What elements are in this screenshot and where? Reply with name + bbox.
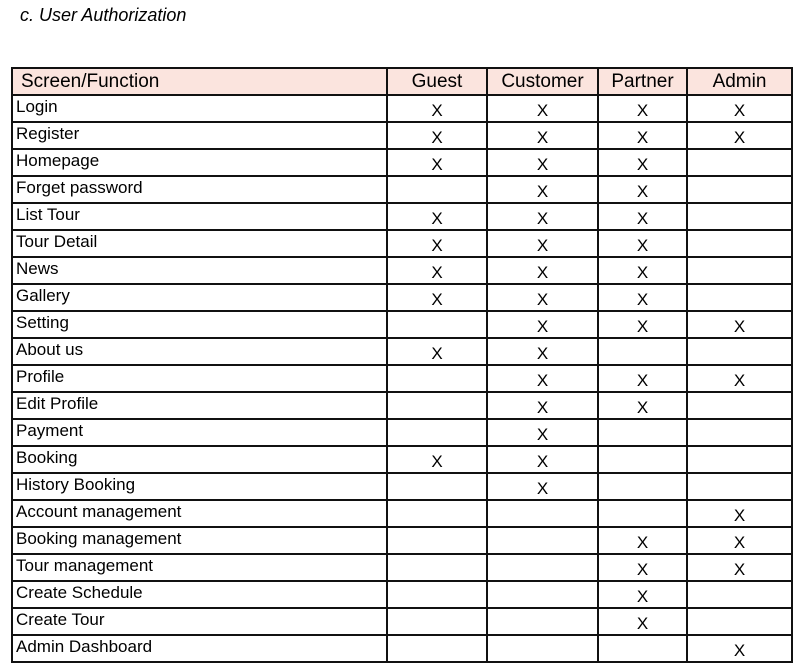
table-row (12, 338, 792, 365)
customer-permission-cell (487, 554, 598, 581)
guest-permission-cell: X (387, 230, 487, 257)
header-admin: Admin (687, 68, 792, 95)
partner-permission-cell: X (598, 203, 687, 230)
table-row (12, 392, 792, 419)
partner-permission-cell (598, 419, 687, 446)
admin-permission-cell (687, 392, 792, 419)
admin-permission-cell (687, 257, 792, 284)
screen-function-cell: Account management (12, 500, 387, 527)
guest-permission-cell: X (387, 122, 487, 149)
table-row (12, 608, 792, 635)
guest-permission-cell (387, 392, 487, 419)
table-row (12, 473, 792, 500)
screen-function-cell: Admin Dashboard (12, 635, 387, 662)
guest-permission-cell: X (387, 338, 487, 365)
screen-function-cell: History Booking (12, 473, 387, 500)
table-row (12, 284, 792, 311)
partner-permission-cell: X (598, 392, 687, 419)
customer-permission-cell: X (487, 203, 598, 230)
admin-permission-cell: X (687, 95, 792, 122)
screen-function-cell: About us (12, 338, 387, 365)
guest-permission-cell (387, 554, 487, 581)
admin-permission-cell: X (687, 554, 792, 581)
guest-permission-cell (387, 527, 487, 554)
partner-permission-cell: X (598, 257, 687, 284)
partner-permission-cell (598, 473, 687, 500)
table-row (12, 446, 792, 473)
partner-permission-cell: X (598, 284, 687, 311)
admin-permission-cell (687, 230, 792, 257)
partner-permission-cell: X (598, 176, 687, 203)
table-row (12, 635, 792, 662)
partner-permission-cell (598, 338, 687, 365)
guest-permission-cell (387, 500, 487, 527)
guest-permission-cell (387, 473, 487, 500)
table-row (12, 554, 792, 581)
screen-function-cell: Create Schedule (12, 581, 387, 608)
screen-function-cell: Login (12, 95, 387, 122)
screen-function-cell: Homepage (12, 149, 387, 176)
screen-function-cell: News (12, 257, 387, 284)
admin-permission-cell (687, 176, 792, 203)
partner-permission-cell: X (598, 149, 687, 176)
guest-permission-cell (387, 581, 487, 608)
screen-function-cell: Booking management (12, 527, 387, 554)
guest-permission-cell: X (387, 284, 487, 311)
guest-permission-cell (387, 176, 487, 203)
customer-permission-cell: X (487, 446, 598, 473)
header-partner: Partner (598, 68, 687, 95)
partner-permission-cell: X (598, 365, 687, 392)
table-row (12, 230, 792, 257)
admin-permission-cell (687, 149, 792, 176)
screen-function-cell: Forget password (12, 176, 387, 203)
customer-permission-cell (487, 581, 598, 608)
partner-permission-cell (598, 635, 687, 662)
customer-permission-cell: X (487, 176, 598, 203)
customer-permission-cell: X (487, 284, 598, 311)
table-row (12, 149, 792, 176)
customer-permission-cell: X (487, 365, 598, 392)
partner-permission-cell (598, 500, 687, 527)
partner-permission-cell: X (598, 311, 687, 338)
screen-function-cell: Edit Profile (12, 392, 387, 419)
admin-permission-cell: X (687, 365, 792, 392)
admin-permission-cell (687, 473, 792, 500)
guest-permission-cell (387, 311, 487, 338)
guest-permission-cell: X (387, 95, 487, 122)
customer-permission-cell (487, 500, 598, 527)
customer-permission-cell: X (487, 122, 598, 149)
customer-permission-cell (487, 527, 598, 554)
admin-permission-cell (687, 446, 792, 473)
customer-permission-cell: X (487, 338, 598, 365)
screen-function-cell: Booking (12, 446, 387, 473)
partner-permission-cell: X (598, 122, 687, 149)
customer-permission-cell: X (487, 257, 598, 284)
admin-permission-cell (687, 608, 792, 635)
table-header-row (12, 68, 792, 95)
admin-permission-cell (687, 203, 792, 230)
admin-permission-cell (687, 419, 792, 446)
section-heading: c. User Authorization (20, 5, 187, 25)
table-row (12, 257, 792, 284)
guest-permission-cell (387, 608, 487, 635)
customer-permission-cell: X (487, 230, 598, 257)
table-row (12, 527, 792, 554)
admin-permission-cell: X (687, 635, 792, 662)
admin-permission-cell (687, 581, 792, 608)
customer-permission-cell: X (487, 473, 598, 500)
user-authorization-table (11, 67, 793, 663)
table-row (12, 95, 792, 122)
partner-permission-cell: X (598, 95, 687, 122)
partner-permission-cell: X (598, 554, 687, 581)
screen-function-cell: Tour management (12, 554, 387, 581)
admin-permission-cell (687, 338, 792, 365)
admin-permission-cell: X (687, 311, 792, 338)
partner-permission-cell (598, 446, 687, 473)
guest-permission-cell: X (387, 446, 487, 473)
guest-permission-cell (387, 419, 487, 446)
table-row (12, 500, 792, 527)
customer-permission-cell: X (487, 311, 598, 338)
screen-function-cell: List Tour (12, 203, 387, 230)
partner-permission-cell: X (598, 608, 687, 635)
screen-function-cell: Payment (12, 419, 387, 446)
screen-function-cell: Register (12, 122, 387, 149)
admin-permission-cell: X (687, 500, 792, 527)
header-guest: Guest (387, 68, 487, 95)
guest-permission-cell (387, 365, 487, 392)
customer-permission-cell (487, 635, 598, 662)
admin-permission-cell: X (687, 527, 792, 554)
customer-permission-cell: X (487, 392, 598, 419)
customer-permission-cell: X (487, 149, 598, 176)
guest-permission-cell: X (387, 203, 487, 230)
guest-permission-cell: X (387, 149, 487, 176)
customer-permission-cell: X (487, 95, 598, 122)
table-row (12, 311, 792, 338)
table-row (12, 365, 792, 392)
partner-permission-cell: X (598, 230, 687, 257)
guest-permission-cell: X (387, 257, 487, 284)
admin-permission-cell (687, 284, 792, 311)
screen-function-cell: Tour Detail (12, 230, 387, 257)
screen-function-cell: Setting (12, 311, 387, 338)
customer-permission-cell: X (487, 419, 598, 446)
table-row (12, 176, 792, 203)
table-body (12, 95, 792, 662)
screen-function-cell: Profile (12, 365, 387, 392)
header-customer: Customer (487, 68, 598, 95)
admin-permission-cell: X (687, 122, 792, 149)
table-row (12, 419, 792, 446)
table-row (12, 122, 792, 149)
table-row (12, 203, 792, 230)
table-row (12, 581, 792, 608)
customer-permission-cell (487, 608, 598, 635)
header-screen-function: Screen/Function (12, 68, 387, 95)
screen-function-cell: Gallery (12, 284, 387, 311)
partner-permission-cell: X (598, 527, 687, 554)
screen-function-cell: Create Tour (12, 608, 387, 635)
guest-permission-cell (387, 635, 487, 662)
partner-permission-cell: X (598, 581, 687, 608)
